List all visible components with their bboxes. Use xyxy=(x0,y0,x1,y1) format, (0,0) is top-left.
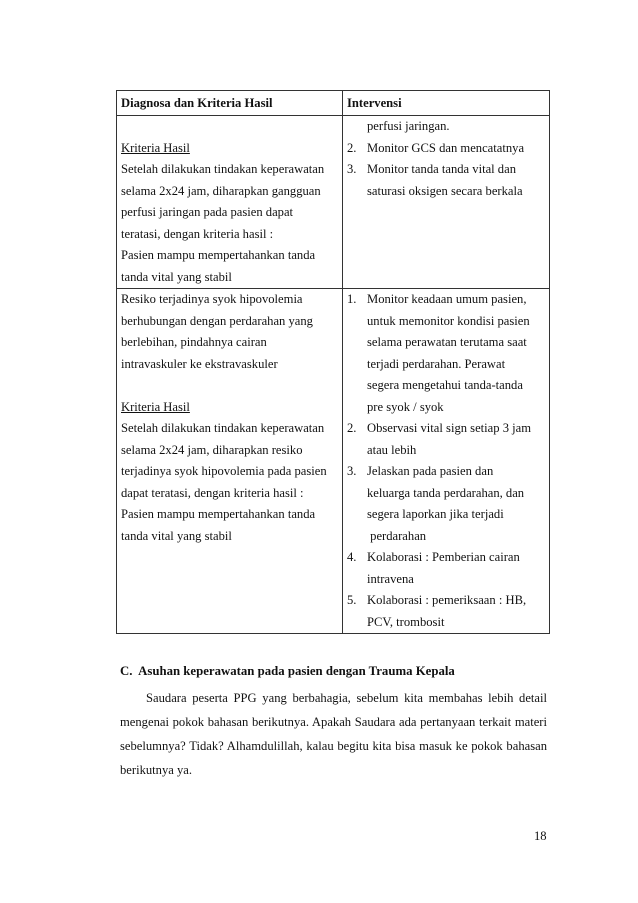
row1-diagnosis-cell xyxy=(117,116,343,289)
section-title: C. Asuhan keperawatan pada pasien dengan Trauma Kepala xyxy=(120,664,455,678)
page-number: 18 xyxy=(534,829,547,843)
item-number: 3. xyxy=(347,464,357,478)
item-line: Kolaborasi : Pemberian cairan xyxy=(367,550,520,564)
item-line: segera laporkan jika terjadi xyxy=(367,507,504,521)
header-intervensi: Intervensi xyxy=(343,91,550,116)
item-line: Monitor keadaan umum pasien, xyxy=(367,292,527,306)
intervention-item xyxy=(347,418,546,461)
row1-kriteria-line: tanda vital yang stabil xyxy=(121,269,232,284)
item-line: Observasi vital sign setiap 3 jam xyxy=(367,421,532,435)
item-line: untuk memonitor kondisi pasien xyxy=(367,313,530,328)
intervention-item xyxy=(347,289,546,418)
item-number: 5. xyxy=(347,593,357,607)
row2-kriteria-line: Pasien mampu mempertahankan tanda xyxy=(121,507,316,521)
item-line: terjadi perdarahan. Perawat xyxy=(367,356,506,371)
item-number: 2. xyxy=(347,140,357,155)
row1-kriteria-line: perfusi jaringan pada pasien dapat xyxy=(121,205,294,219)
table-row xyxy=(117,116,550,289)
section-paragraph xyxy=(120,686,547,782)
item-line: atau lebih xyxy=(367,442,417,457)
diagnosis-line: intravaskuler ke ekstravaskuler xyxy=(121,356,278,371)
item-line: Kolaborasi : pemeriksaan : HB, xyxy=(367,593,527,607)
item-number: 1. xyxy=(347,292,357,306)
item-line: Monitor GCS dan mencatatnya xyxy=(367,140,525,155)
paragraph-text: Saudara peserta PPG yang berbahagia, sebelum kita membahas lebih detail mengenai pokok bahasan berikutnya. Apakah Saudara ada pertanyaan terkait materi sebelumnya? Tidak? Alhamdulillah, kalau begitu kita bisa masuk ke pokok bahasan berikutnya ya. xyxy=(120,691,547,777)
row2-kriteria-line: selama 2x24 jam, diharapkan resiko xyxy=(121,442,303,457)
row2-intervention-cell xyxy=(343,289,550,634)
item-line: Jelaskan pada pasien dan xyxy=(367,464,494,478)
intervention-item xyxy=(347,590,546,633)
row1-kriteria-line: selama 2x24 jam, diharapkan gangguan xyxy=(121,183,321,198)
kriteria-hasil-label: Kriteria Hasil xyxy=(121,399,190,414)
item-line: pre syok / syok xyxy=(367,399,444,414)
item-line: selama perawatan terutama saat xyxy=(367,335,527,349)
item-line: keluarga tanda perdarahan, dan xyxy=(367,485,525,500)
row1-kriteria-line: Pasien mampu mempertahankan tanda xyxy=(121,248,316,262)
row1-kriteria-line: Setelah dilakukan tindakan keperawatan xyxy=(121,162,325,176)
item-number: 2. xyxy=(347,421,357,435)
intervention-item xyxy=(347,159,546,202)
diagnosis-line: berlebihan, pindahnya cairan xyxy=(121,335,267,349)
nursing-care-table xyxy=(116,90,550,634)
row2-diagnosis-cell xyxy=(117,289,343,634)
row2-kriteria-line: terjadinya syok hipovolemia pada pasien xyxy=(121,464,327,478)
row2-kriteria-line: dapat teratasi, dengan kriteria hasil : xyxy=(121,485,304,500)
item-number: 4. xyxy=(347,550,357,564)
row1-kriteria-line: teratasi, dengan kriteria hasil : xyxy=(121,226,274,241)
diagnosis-line: Resiko terjadinya syok hipovolemia xyxy=(121,292,303,306)
item-line: segera mengetahui tanda-tanda xyxy=(367,378,523,392)
table-row xyxy=(117,289,550,634)
item-line: Monitor tanda tanda vital dan xyxy=(367,162,516,176)
header-diagnosa: Diagnosa dan Kriteria Hasil xyxy=(117,91,343,116)
row2-kriteria-line: Setelah dilakukan tindakan keperawatan xyxy=(121,421,325,435)
item-line: PCV, trombosit xyxy=(367,614,445,629)
row1-intervention-cell xyxy=(343,116,550,289)
diagnosis-line: berhubungan dengan perdarahan yang xyxy=(121,313,313,328)
intervention-item xyxy=(347,547,546,590)
item-number: 3. xyxy=(347,162,357,176)
table-header-row xyxy=(117,91,550,116)
item-line: perdarahan xyxy=(367,528,427,543)
intervention-item xyxy=(347,138,546,160)
row2-kriteria-line: tanda vital yang stabil xyxy=(121,528,232,543)
item-line: saturasi oksigen secara berkala xyxy=(367,183,523,198)
intervention-item xyxy=(347,461,546,547)
kriteria-hasil-label: Kriteria Hasil xyxy=(121,140,190,155)
item-line: intravena xyxy=(367,571,414,586)
intervention-continuation: perfusi jaringan. xyxy=(367,119,450,133)
